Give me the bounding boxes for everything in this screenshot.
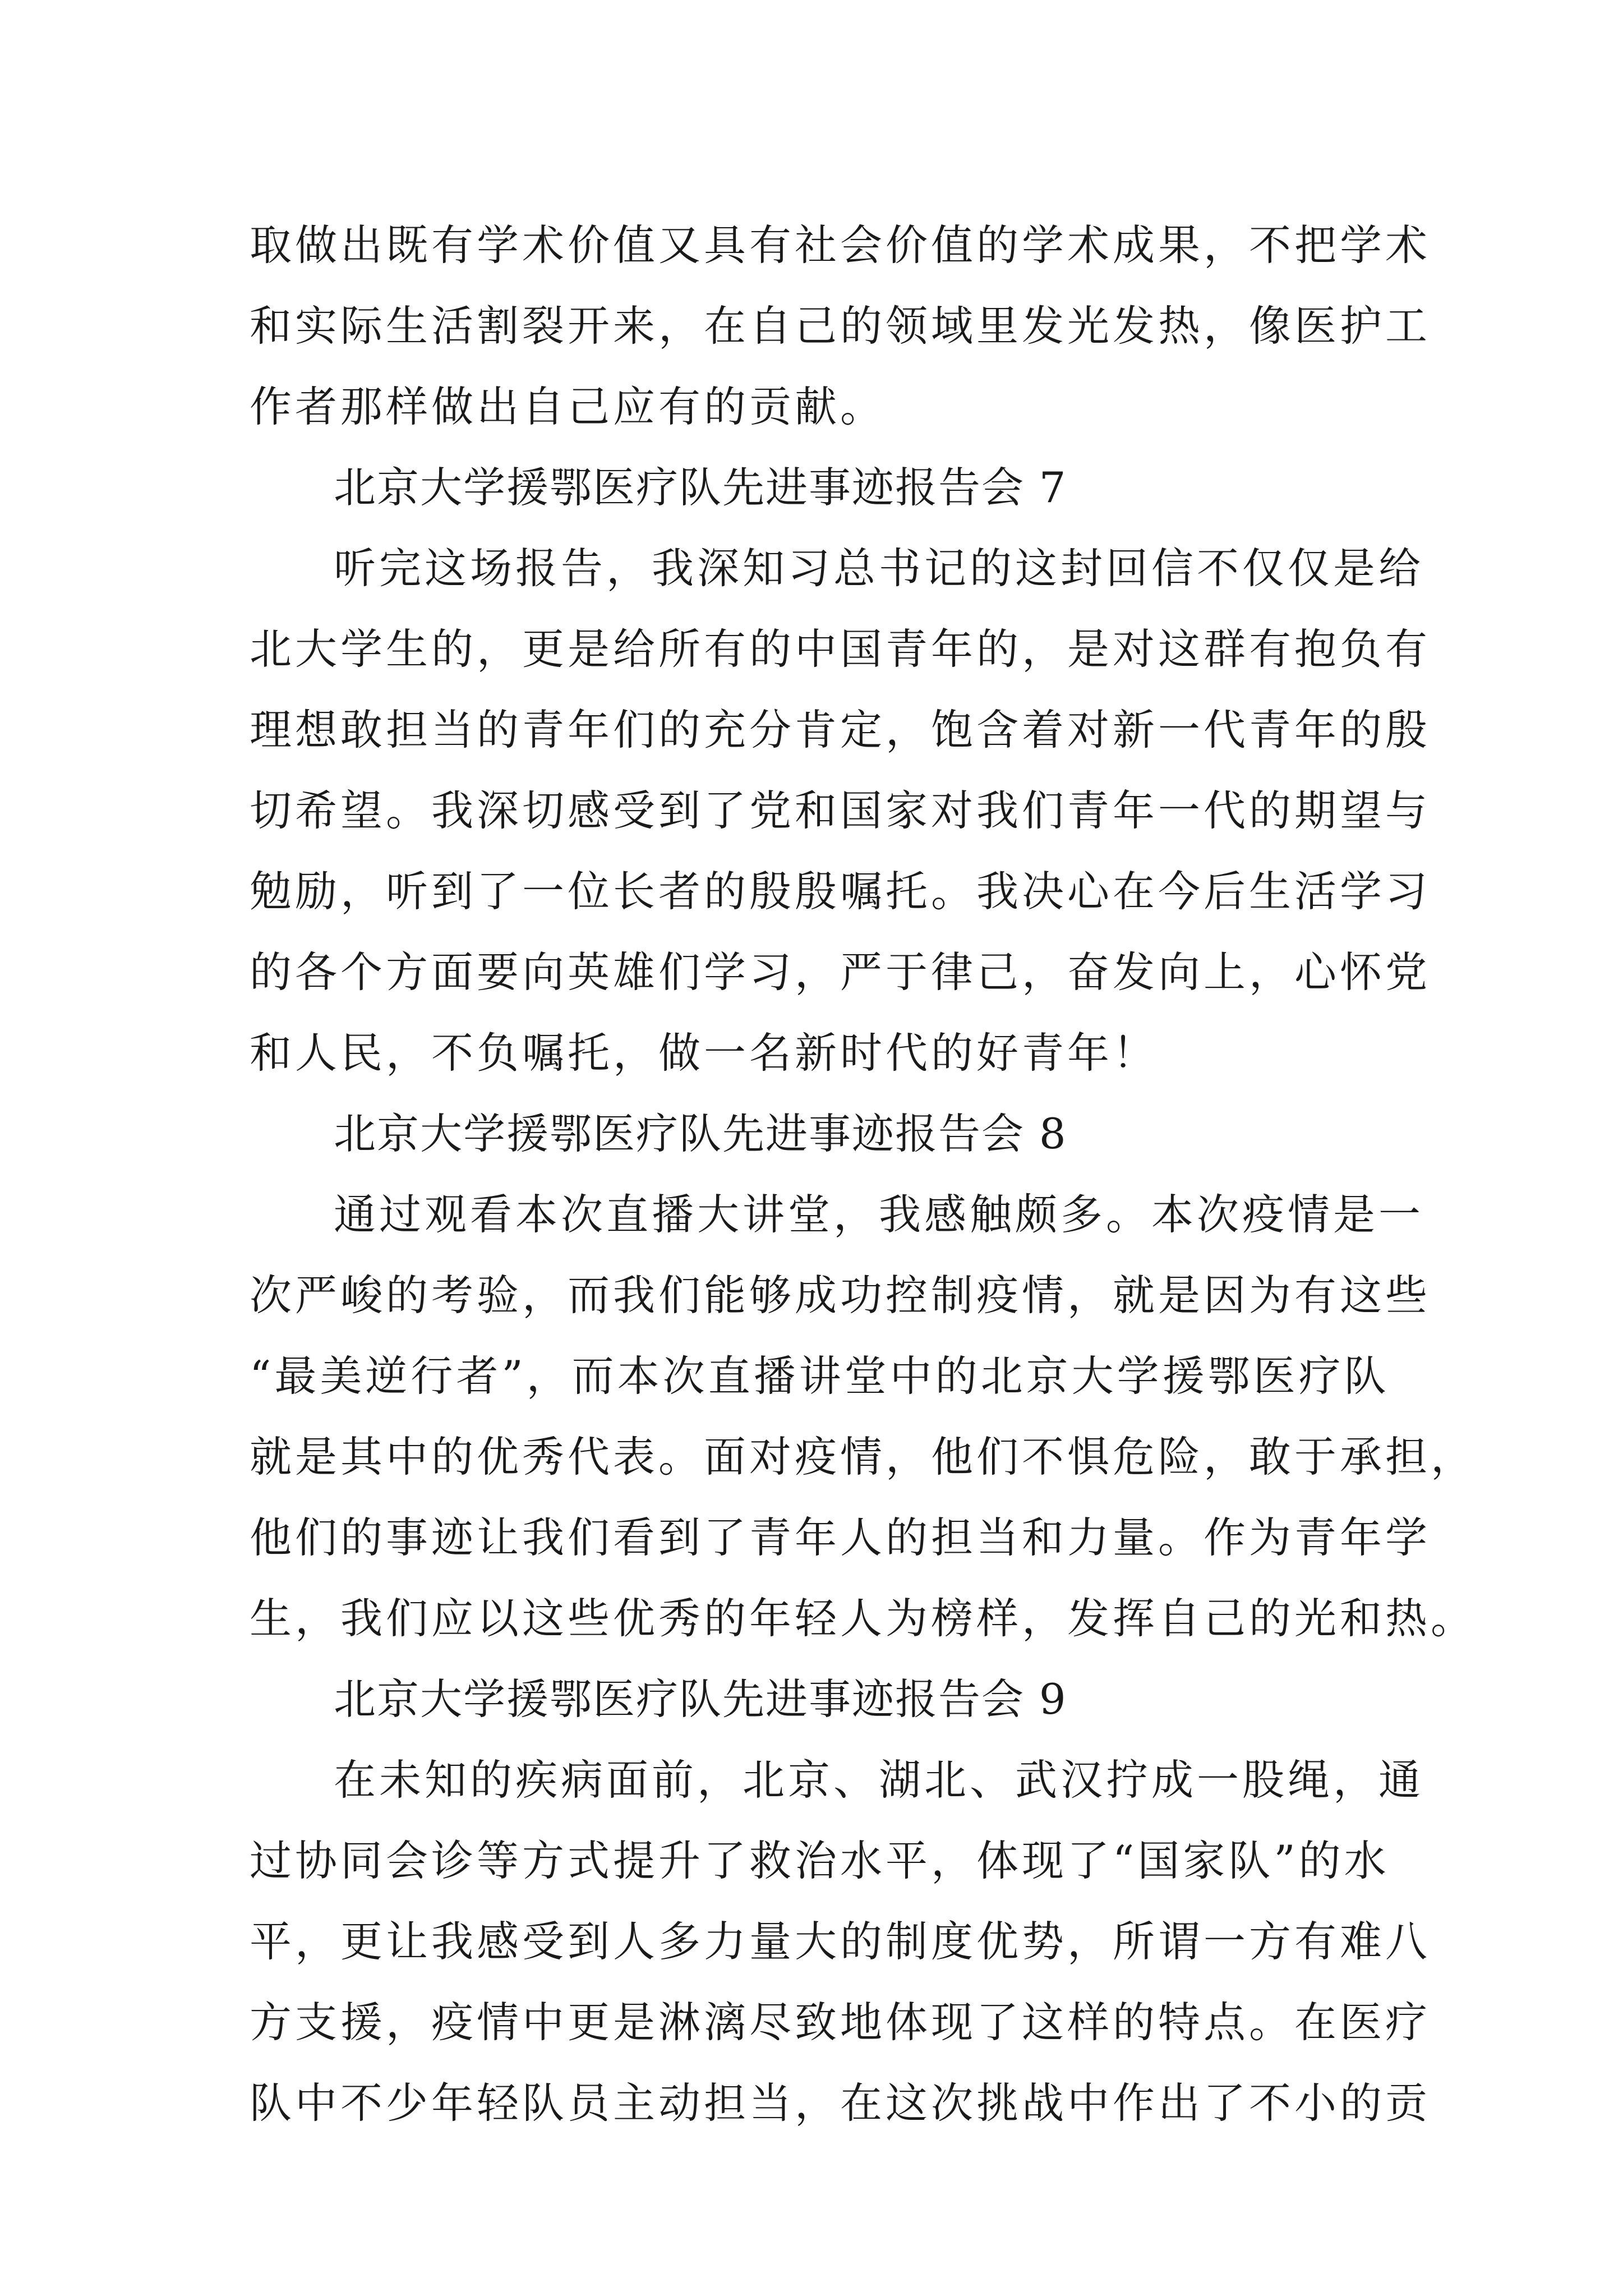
text-line: 听完这场报告，我深知习总书记的这封回信不仅仅是给 — [334, 544, 1424, 593]
heading-text: 北京大学援鄂医疗队先进事迹报告会 9 — [334, 1674, 1067, 1724]
text-line: “最美逆行者”，而本次直播讲堂中的北京大学援鄂医疗队 — [250, 1351, 1390, 1401]
text-line: 和人民，不负嘱托，做一名新时代的好青年！ — [250, 1028, 1159, 1078]
text-line: 北大学生的，更是给所有的中国青年的，是对这群有抱负有 — [250, 624, 1431, 674]
text-line: 勉励，听到了一位长者的殷殷嘱托。我决心在今后生活学习 — [250, 867, 1431, 916]
heading-text: 北京大学援鄂医疗队先进事迹报告会 7 — [334, 463, 1067, 512]
text-line: 取做出既有学术价值又具有社会价值的学术成果，不把学术 — [250, 220, 1431, 270]
text-line: 方支援，疫情中更是淋漓尽致地体现了这样的特点。在医疗 — [250, 1998, 1431, 2047]
text-line: 的各个方面要向英雄们学习，严于律己，奋发向上，心怀党 — [250, 947, 1431, 997]
text-line: 队中不少年轻队员主动担当，在这次挑战中作出了不小的贡 — [250, 2078, 1431, 2128]
text-line: 在未知的疾病面前，北京、湖北、武汉拧成一股绳，通 — [334, 1755, 1424, 1805]
text-line: 次严峻的考验，而我们能够成功控制疫情，就是因为有这些 — [250, 1271, 1431, 1320]
paragraph — [250, 528, 1431, 1093]
section-heading — [250, 1093, 1388, 1174]
paragraph-continued — [250, 205, 1431, 447]
text-line: 通过观看本次直播大讲堂，我感触颇多。本次疫情是一 — [334, 1190, 1424, 1239]
text-line: 就是其中的优秀代表。面对疫情，他们不惧危险，敢于承担， — [250, 1432, 1477, 1481]
section-heading — [250, 447, 1388, 528]
text-line: 作者那样做出自己应有的贡献。 — [250, 382, 886, 431]
text-line: 切希望。我深切感受到了党和国家对我们青年一代的期望与 — [250, 786, 1431, 835]
heading-text: 北京大学援鄂医疗队先进事迹报告会 8 — [334, 1109, 1067, 1158]
document-body — [250, 205, 1477, 2143]
paragraph — [250, 1174, 1477, 1659]
text-line: 生，我们应以这些优秀的年轻人为榜样，发挥自己的光和热。 — [250, 1594, 1477, 1643]
text-line: 平，更让我感受到人多力量大的制度优势，所谓一方有难八 — [250, 1917, 1431, 1966]
text-line: 他们的事迹让我们看到了青年人的担当和力量。作为青年学 — [250, 1513, 1431, 1562]
section-heading — [250, 1659, 1388, 1740]
text-line: 过协同会诊等方式提升了救治水平，体现了“国家队”的水 — [250, 1836, 1390, 1885]
text-line: 和实际生活割裂开来，在自己的领域里发光发热，像医护工 — [250, 301, 1431, 351]
text-line: 理想敢担当的青年们的充分肯定，饱含着对新一代青年的殷 — [250, 705, 1431, 754]
paragraph — [250, 1740, 1431, 2143]
